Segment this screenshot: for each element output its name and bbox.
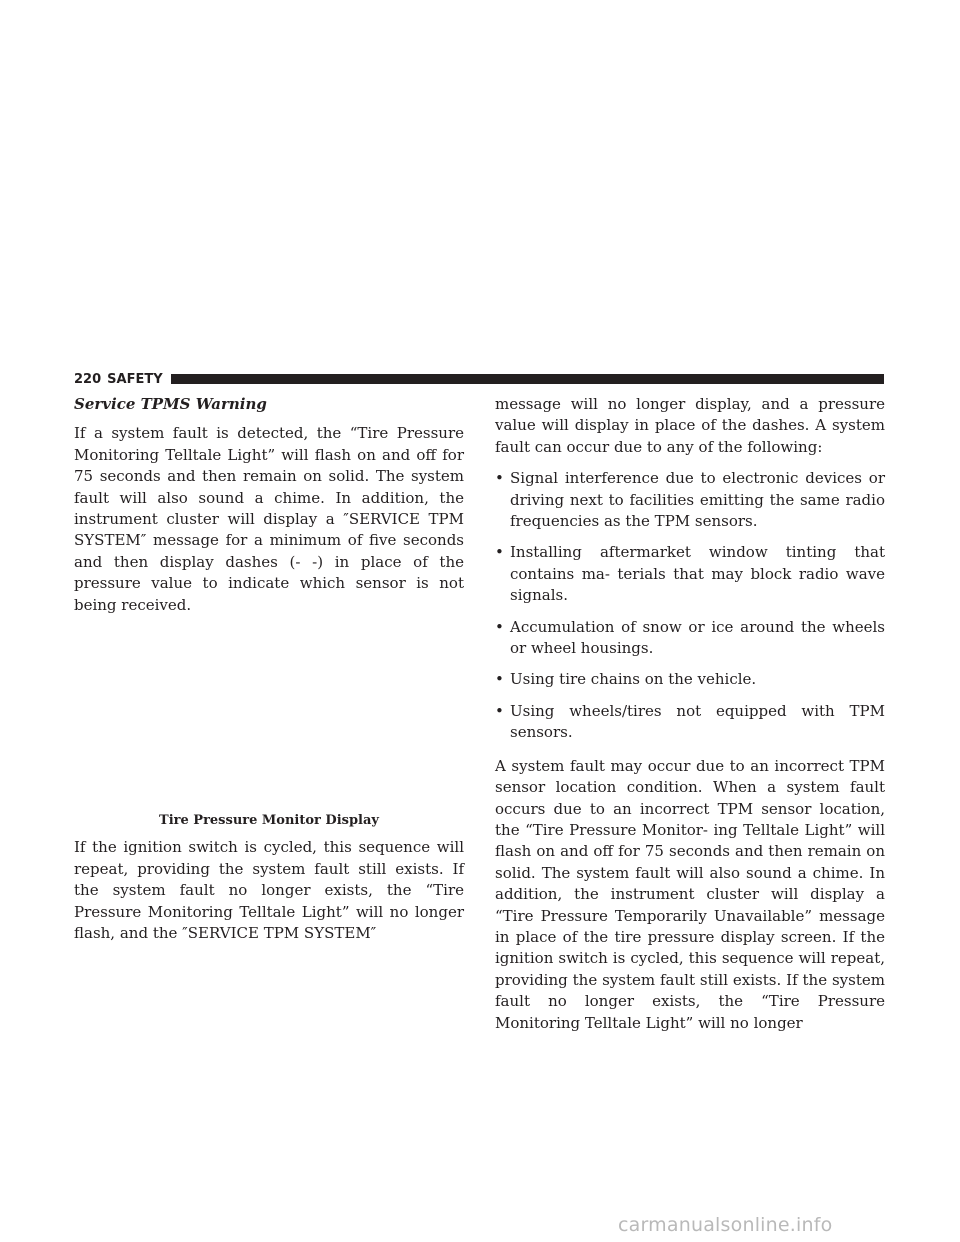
paragraph: If the ignition switch is cycled, this sequence will repeat, providing the system fault still exists. If the system fault no longer exists, the “Tire Pressure Monitoring Telltale Light” will no longer flash, and the ″SERVICE TPM SYSTEM″ [74,838,464,943]
list-item [495,669,885,690]
bullet-icon: • [495,617,504,636]
list-item-text: Signal interference due to electronic devices or driving next to facilities emitting the same radio frequencies as the TPM sensors. [510,469,885,531]
paragraph: A system fault may occur due to an incorrect TPM sensor location condition. When a system fault occurs due to an incorrect TPM sensor location, the “Tire Pressure Monitor- ing Telltale Light” will flash on and off for 75 seconds and then remain on solid. The system fault will also sound a chime. In addition, the instrument cluster will display a “Tire Pressure Temporarily Unavailable” message in place of the tire pressure display screen. If the ignition switch is cycled, this sequence will repeat, providing the system fault still exists. If the system fault no longer exists, the “Tire Pressure Monitoring Telltale Light” will no longer [495,756,885,1032]
bullet-icon: • [495,543,504,562]
subheading: Service TPMS Warning [74,395,267,413]
list-item-text: Using tire chains on the vehicle. [510,670,757,689]
right-column [495,394,885,1044]
header-rule [171,374,884,384]
list-item [495,701,885,744]
list-item [495,542,885,606]
list-item-text: Installing aftermarket window tinting that contains ma- terials that may block radio wave signals. [510,543,885,605]
bullet-list [495,468,885,743]
figure-caption: Tire Pressure Monitor Display [159,813,379,829]
page-header [74,371,884,387]
list-item [495,468,885,532]
figure-placeholder [74,626,464,810]
left-column [74,394,464,955]
list-item-text: Using wheels/tires not equipped with TPM sensors. [510,701,885,742]
watermark-link[interactable]: carmanualsonline.info [618,1214,833,1236]
paragraph: message will no longer display, and a pressure value will display in place of the dashes. A system fault can occur due to any of the following: [495,395,885,456]
list-item-text: Accumulation of snow or ice around the wheels or wheel housings. [510,617,885,658]
page-number: 220 [74,371,102,387]
bullet-icon: • [495,701,504,720]
list-item [495,617,885,660]
section-title: SAFETY [107,371,163,387]
bullet-icon: • [495,469,504,488]
paragraph: If a system fault is detected, the “Tire Pressure Monitoring Telltale Light” will flash on and off for 75 seconds and then remain on solid. The system fault will also sound a chime. In addition, the instrument cluster will display a ″SERVICE TPM SYSTEM″ message for a minimum of five seconds and then display dashes (- -) in place of the pressure value to indicate which sensor is not being received. [74,424,464,614]
bullet-icon: • [495,670,504,689]
